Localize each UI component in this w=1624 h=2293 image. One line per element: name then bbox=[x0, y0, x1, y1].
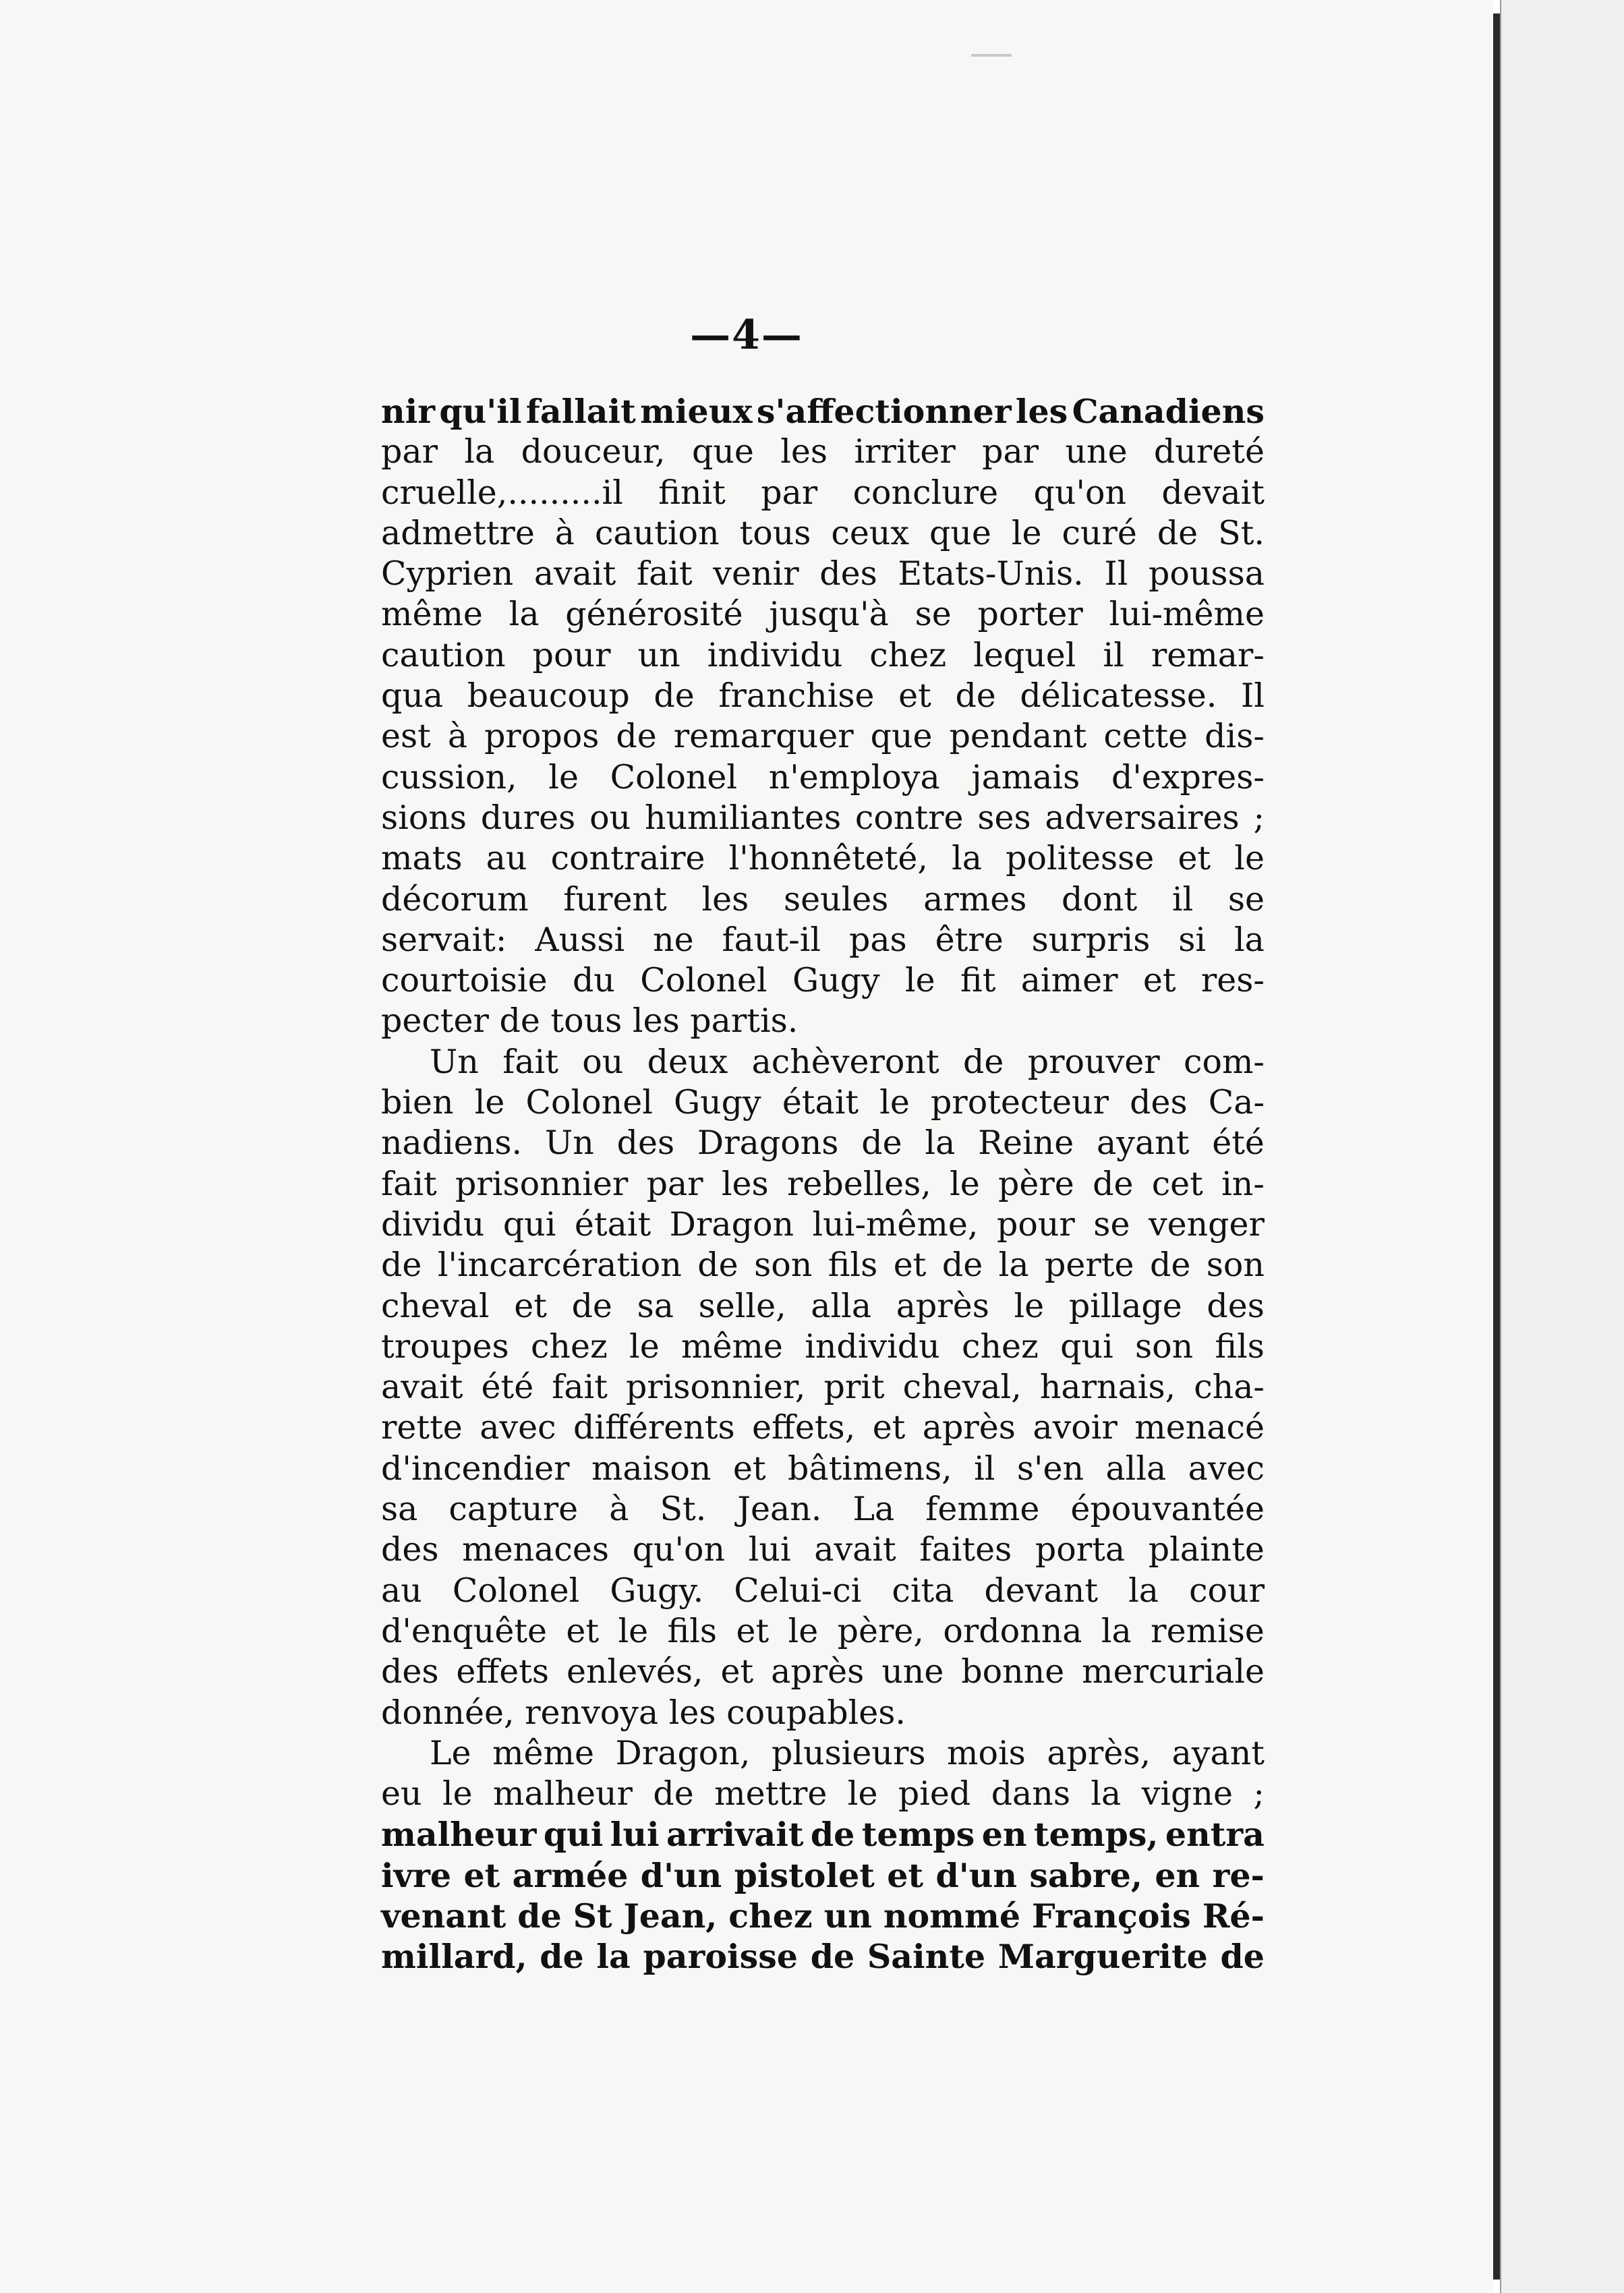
body-text bbox=[381, 391, 1265, 1977]
text-line: d'incendier maison et bâtimens, il s'en alla avec bbox=[381, 1449, 1265, 1488]
adjacent-page-edge bbox=[1500, 0, 1624, 2293]
text-line: de l'incarcération de son fils et de la perte de son bbox=[381, 1246, 1265, 1285]
text-line: admettre à caution tous ceux que le curé de St. bbox=[381, 513, 1265, 552]
text-line: fait prisonnier par les rebelles, le père de cet in- bbox=[381, 1164, 1265, 1203]
text-line: ivre et armée d'un pistolet et d'un sabre, en re- bbox=[381, 1855, 1265, 1895]
text-line: qua beaucoup de franchise et de délicatesse. Il bbox=[381, 676, 1265, 716]
text-line: malheur qui lui arrivait de temps en temps, entra bbox=[381, 1815, 1265, 1855]
text-line: bien le Colonel Gugy était le protecteur des Ca- bbox=[381, 1083, 1265, 1122]
text-line: servait: Aussi ne faut-il pas être surpris si la bbox=[381, 920, 1265, 959]
text-line: venant de St Jean, chez un nommé François Ré- bbox=[381, 1896, 1265, 1936]
text-line: des menaces qu'on lui avait faites porta plainte bbox=[381, 1530, 1265, 1569]
text-line: par la douceur, que les irriter par une dureté bbox=[381, 432, 1265, 471]
text-line: donnée, renvoya les coupables. bbox=[381, 1693, 906, 1732]
text-line: cussion, le Colonel n'employa jamais d'expres- bbox=[381, 757, 1265, 796]
text-line: cheval et de sa selle, alla après le pillage des bbox=[381, 1286, 1265, 1325]
text-line: sa capture à St. Jean. La femme épouvantée bbox=[381, 1490, 1265, 1529]
text-line: Cyprien avait fait venir des Etats-Unis. Il poussa bbox=[381, 554, 1265, 593]
text-line: d'enquête et le fils et le père, ordonna la remise bbox=[381, 1611, 1265, 1650]
text-line: des effets enlevés, et après une bonne mercuriale bbox=[381, 1652, 1265, 1691]
text-line: est à propos de remarquer que pendant cette dis- bbox=[381, 717, 1265, 756]
text-line: avait été fait prisonnier, prit cheval, harnais, cha- bbox=[381, 1368, 1265, 1407]
text-line: rette avec différents effets, et après avoir menacé bbox=[381, 1408, 1265, 1447]
text-line: nir qu'il fallait mieux s'affectionner les Canadiens bbox=[381, 392, 1265, 431]
page-edge-mark bbox=[971, 54, 1012, 57]
page-number: —4— bbox=[690, 312, 803, 359]
text-line: mats au contraire l'honnêteté, la politesse et le bbox=[381, 839, 1265, 878]
text-line: nadiens. Un des Dragons de la Reine ayant été bbox=[381, 1124, 1265, 1163]
text-line: cruelle,.........il finit par conclure qu'on devait bbox=[381, 473, 1265, 512]
text-line: caution pour un individu chez lequel il remar- bbox=[381, 635, 1265, 674]
text-line: pecter de tous les partis. bbox=[381, 1002, 799, 1041]
text-line: troupes chez le même individu chez qui son fils bbox=[381, 1327, 1265, 1366]
text-line: courtoisie du Colonel Gugy le fit aimer et res- bbox=[381, 961, 1265, 1000]
text-line: dividu qui était Dragon lui-même, pour se venger bbox=[381, 1204, 1265, 1244]
text-line: décorum furent les seules armes dont il se bbox=[381, 879, 1265, 919]
text-line: millard, de la paroisse de Sainte Marguerite de bbox=[381, 1937, 1265, 1977]
text-line: sions dures ou humiliantes contre ses adversaires ; bbox=[381, 798, 1265, 837]
text-line: eu le malheur de mettre le pied dans la vigne ; bbox=[381, 1774, 1265, 1813]
book-spine bbox=[1493, 13, 1500, 2280]
text-line: Le même Dragon, plusieurs mois après, ayant bbox=[430, 1733, 1265, 1772]
text-line: au Colonel Gugy. Celui-ci cita devant la cour bbox=[381, 1571, 1265, 1610]
text-line: Un fait ou deux achèveront de prouver com- bbox=[430, 1042, 1265, 1081]
text-line: même la générosité jusqu'à se porter lui-même bbox=[381, 595, 1265, 634]
